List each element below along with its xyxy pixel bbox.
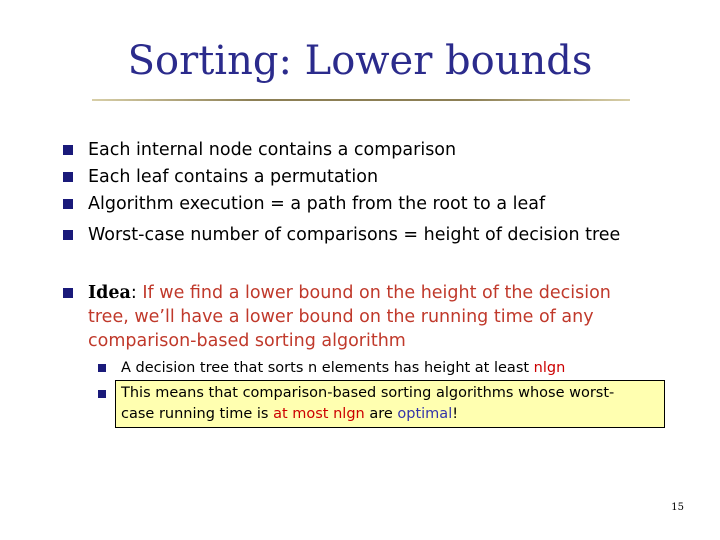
page-number: 15 [671,502,684,513]
bullet-marker [63,172,73,182]
slide-title: Sorting: Lower bounds [127,38,593,84]
bullet-text: Algorithm execution = a path from the root to a leaf [88,194,546,214]
bullet-marker [63,288,73,298]
sub-bullet-2-line-1: This means that comparison-based sorting algorithms whose worst- [121,385,615,401]
bullet-marker [63,199,73,209]
idea-line-3: comparison-based sorting algorithm [88,331,406,351]
sub-bullet-2-blue: optimal [397,406,453,422]
sub-bullet-1-text: A decision tree that sorts n elements has height at least [121,360,534,376]
bullet-marker [63,230,73,240]
bullet-text: Worst-case number of comparisons = height of decision tree [88,225,621,245]
sub-bullet-marker [98,364,106,372]
bullet-text: Each leaf contains a permutation [88,167,379,187]
idea-line-2: tree, we’ll have a lower bound on the running time of any [88,307,594,327]
idea-label: Idea [88,283,131,303]
idea-text-1: If we find a lower bound on the height of the decision [136,283,611,303]
sub-bullet-2-end: ! [452,406,459,422]
sub-bullet-2-line-2 [121,404,458,424]
sub-bullet-1 [121,358,565,378]
bullet-marker [63,145,73,155]
idea-colon: : [130,283,137,303]
sub-bullet-marker [98,390,106,398]
sub-bullet-2-mid: are [364,406,398,422]
sub-bullet-2-pre: case running time is [121,406,274,422]
title-underline [92,99,630,101]
sub-bullet-2-red: at most nlgn [273,406,365,422]
sub-bullet-1-emph: nlgn [533,360,566,376]
bullet-text: Each internal node contains a comparison [88,140,457,160]
idea-line-1 [88,281,611,305]
